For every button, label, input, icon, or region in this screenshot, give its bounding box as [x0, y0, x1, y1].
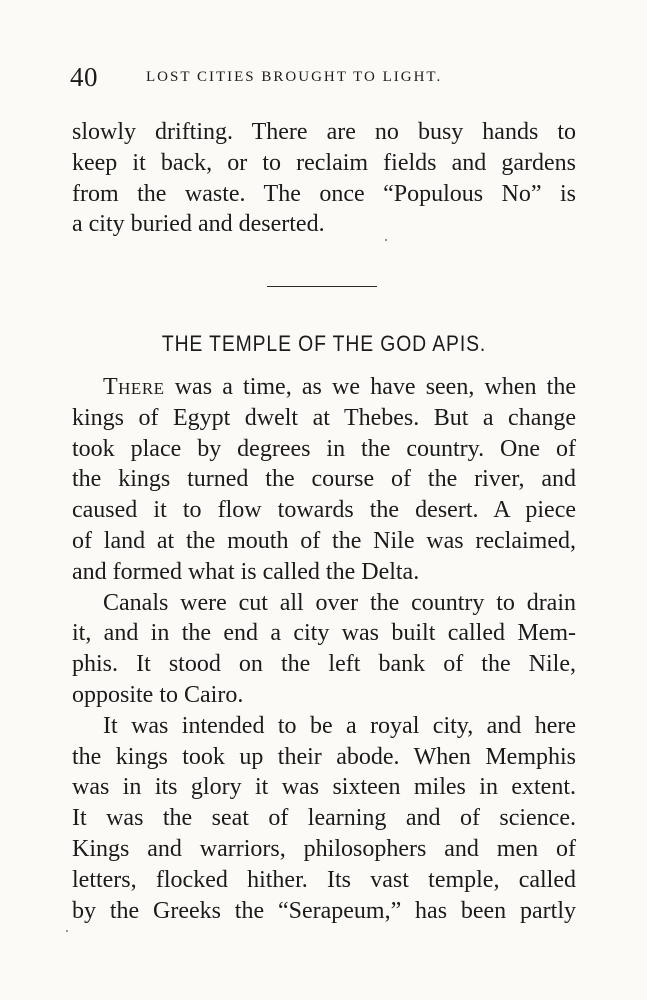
text-line: It was the seat of learning and of science. — [72, 805, 576, 832]
text-line: it, and in the end a city was built called Mem- — [72, 620, 576, 647]
section-body — [72, 372, 576, 926]
section-divider — [267, 286, 377, 287]
text-line: opposite to Cairo. — [72, 681, 244, 708]
text-line: a city buried and deserted. — [72, 211, 325, 238]
text-line: of land at the mouth of the Nile was reclaimed, — [72, 527, 576, 554]
text-line: slowly drifting. There are no busy hands to — [72, 119, 576, 145]
text-line: from the waste. The once “Populous No” is — [72, 180, 576, 207]
paper-speck — [385, 239, 387, 241]
text-line — [72, 372, 576, 403]
text-line: was in its glory it was sixteen miles in extent. — [72, 774, 576, 801]
text-line: letters, flocked hither. Its vast temple, called — [72, 866, 576, 893]
text-line: kings of Egypt dwelt at Thebes. But a change — [72, 404, 576, 431]
text-line: Canals were cut all over the country to drain — [103, 589, 576, 616]
text-line: phis. It stood on the left bank of the Nile, — [72, 651, 576, 678]
text-line: It was intended to be a royal city, and here — [103, 712, 576, 739]
text-line: the kings took up their abode. When Memphis — [72, 743, 576, 770]
opening-word: There — [103, 374, 165, 400]
text-line: the kings turned the course of the river, and — [72, 466, 576, 493]
text-line-rest: was a time, as we have seen, when the — [164, 374, 576, 400]
paper-speck — [66, 930, 68, 932]
section-title: THE TEMPLE OF THE GOD APIS. — [161, 331, 487, 356]
running-head — [70, 60, 580, 94]
page-number: 40 — [70, 62, 98, 92]
text-line: took place by degrees in the country. One of — [72, 435, 576, 462]
text-line: Kings and warriors, philosophers and men of — [72, 835, 576, 862]
text-line: caused it to flow towards the desert. A piece — [72, 497, 576, 524]
text-line: by the Greeks the “Serapeum,” has been partly — [72, 897, 576, 924]
running-title: LOST CITIES BROUGHT TO LIGHT. — [146, 69, 443, 85]
continued-paragraph — [72, 117, 576, 240]
text-line: and formed what is called the Delta. — [72, 558, 420, 585]
text-line: keep it back, or to reclaim fields and gardens — [72, 149, 576, 176]
